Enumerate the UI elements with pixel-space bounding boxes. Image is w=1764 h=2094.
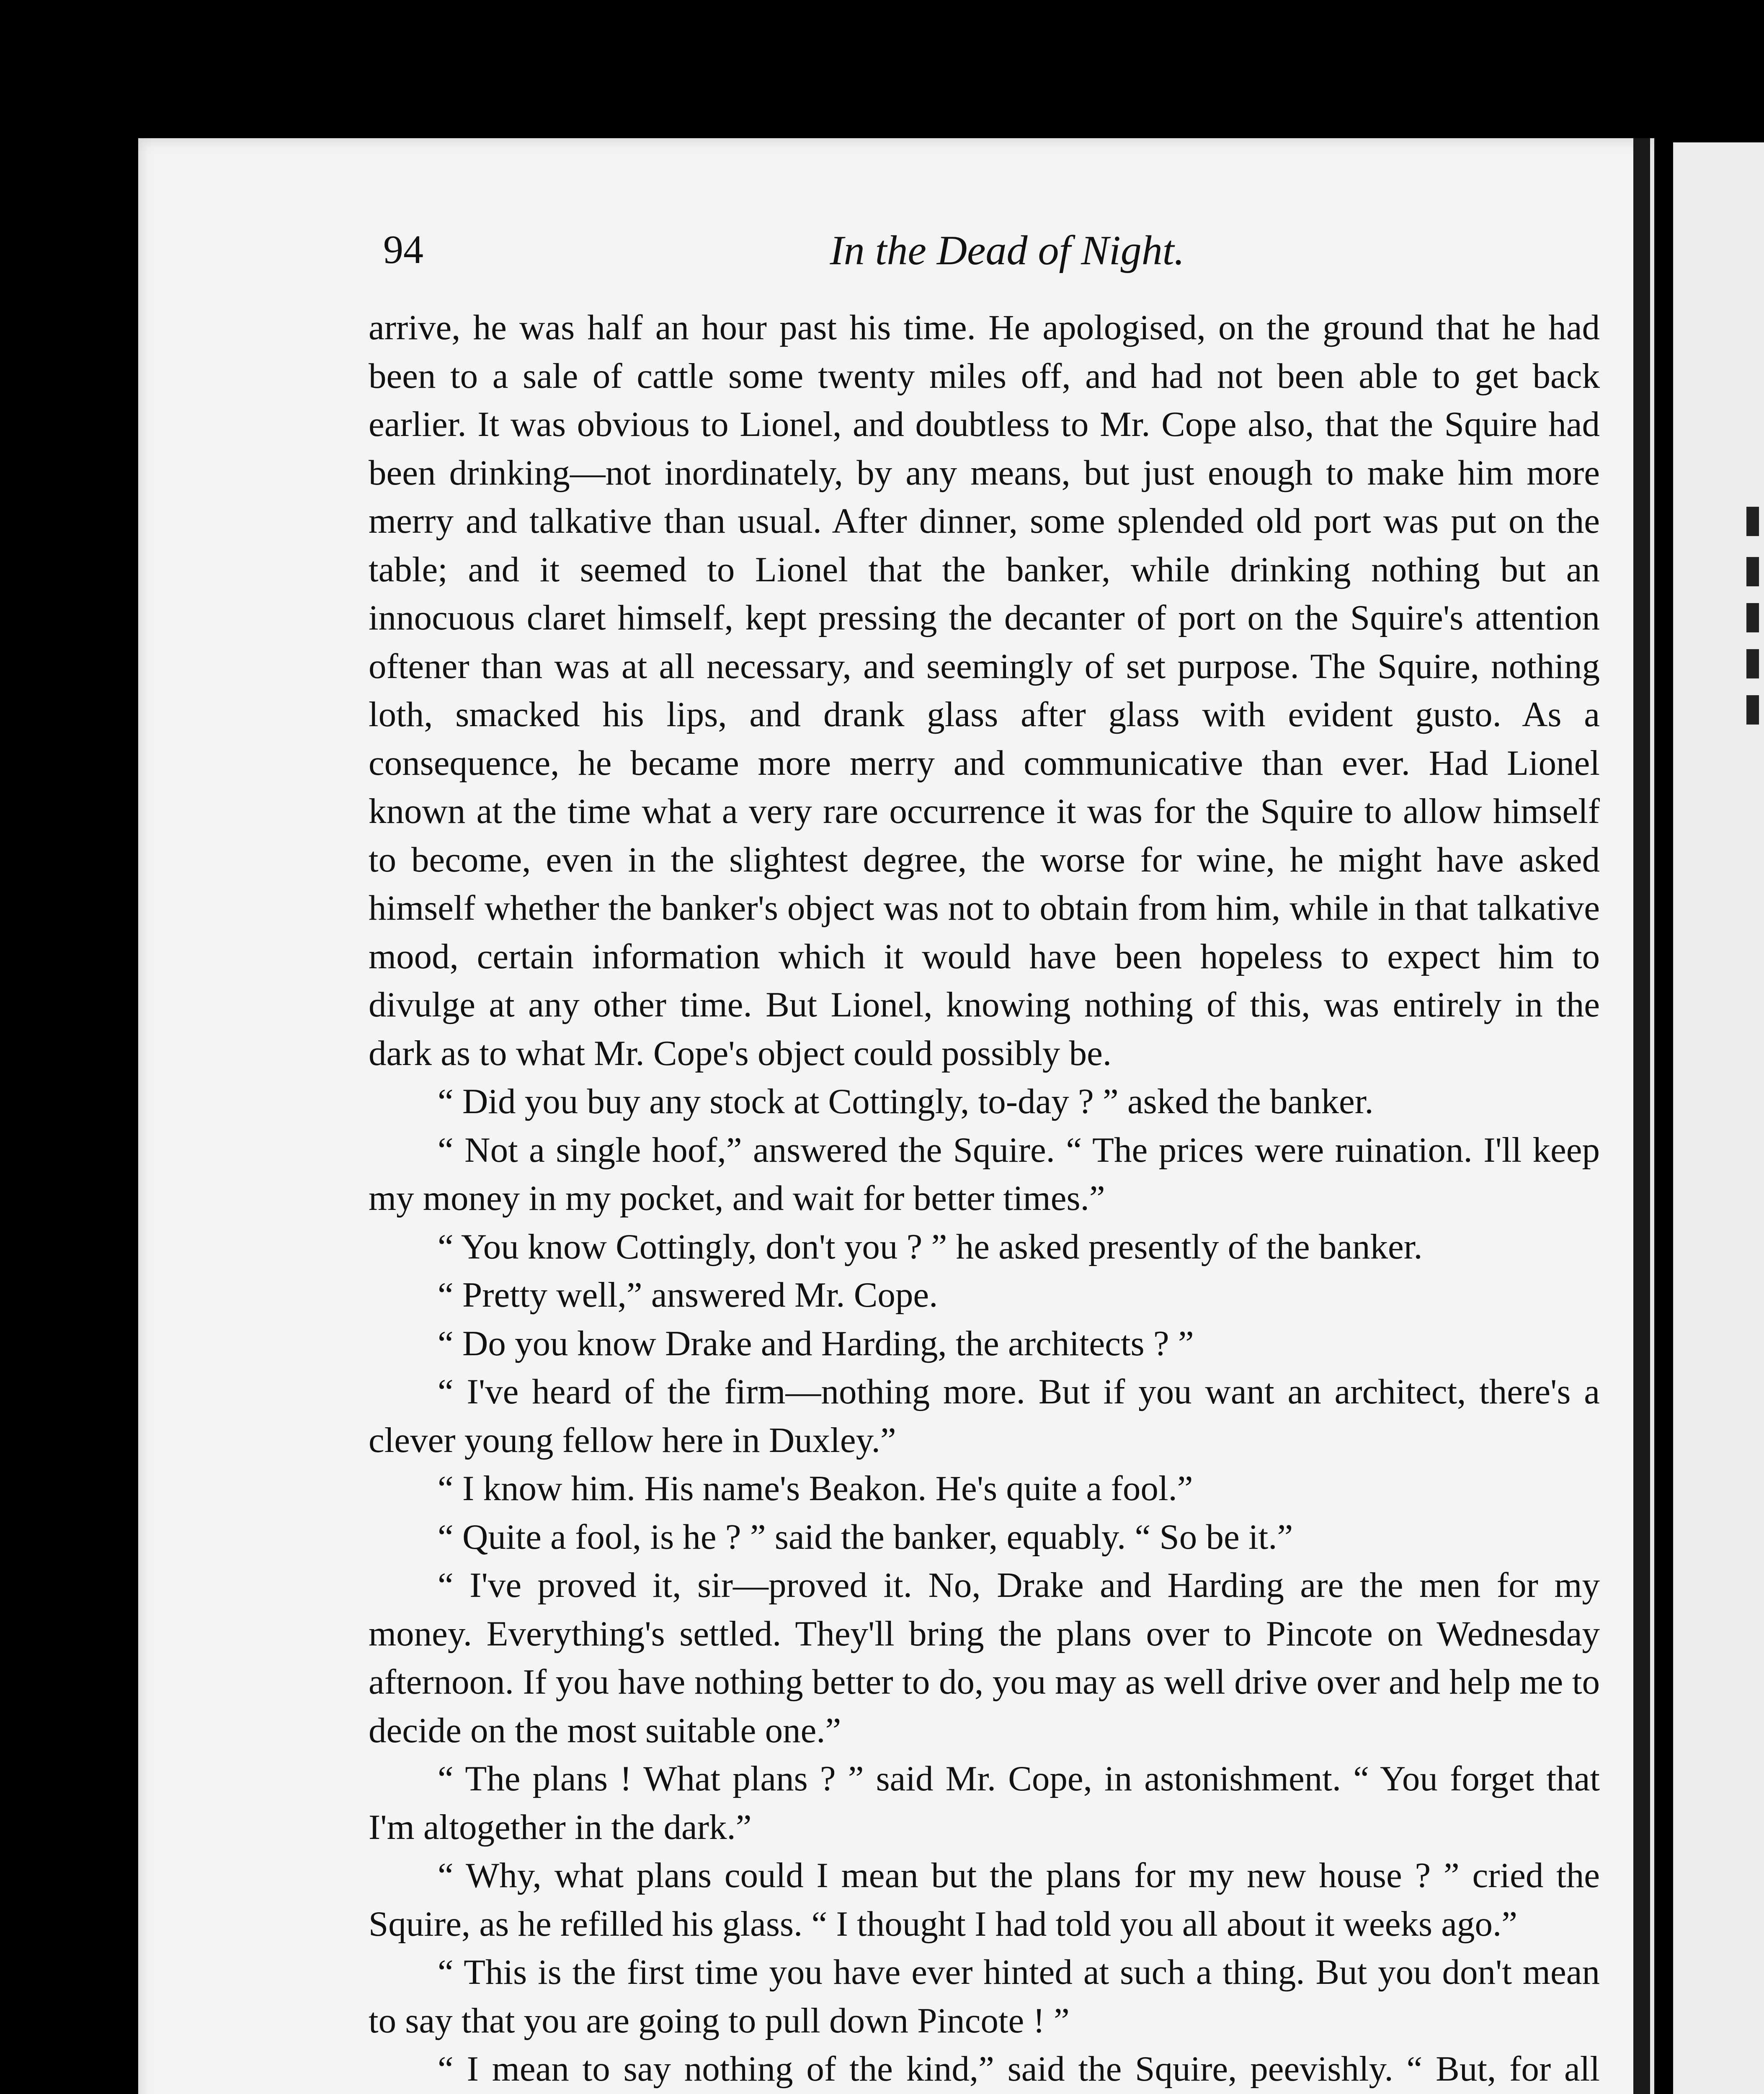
paragraph: “ I mean to say nothing of the kind,” said the Squire, peevishly. “ But, for all (438, 2049, 1600, 2089)
page-gutter-shadow (1633, 138, 1650, 2094)
page-number: 94 (383, 227, 423, 272)
paragraph: “ Quite a fool, is he ? ” said the banker, equably. “ So be it.” (438, 1517, 1293, 1557)
paragraph: “ Pretty well,” answered Mr. Cope. (438, 1275, 938, 1315)
paragraph: “ Not a single hoof,” answered the Squire. “ The prices were ruination. I'll keep my money in my pocket, and wait for better times.” (369, 1130, 1600, 1218)
adjacent-page-ink (1746, 557, 1759, 586)
paragraph: “ I've heard of the firm—nothing more. But if you want an architect, there's a clever young fellow here in Duxley.” (369, 1372, 1600, 1460)
body-text (369, 304, 1600, 2094)
paragraph: “ I know him. His name's Beakon. He's quite a fool.” (438, 1469, 1193, 1508)
paragraph: “ The plans ! What plans ? ” said Mr. Cope, in astonishment. “ You forget that I'm altogether in the dark.” (369, 1759, 1600, 1847)
paragraph: “ Why, what plans could I mean but the plans for my new house ? ” cried the Squire, as he refilled his glass. “ I thought I had told you all about it weeks ago.” (369, 1856, 1600, 1944)
paragraph: “ Do you know Drake and Harding, the architects ? ” (438, 1323, 1194, 1363)
adjacent-page-edge (1673, 142, 1764, 2094)
page-header (383, 226, 1598, 285)
paragraph: “ You know Cottingly, don't you ? ” he asked presently of the banker. (438, 1227, 1423, 1266)
adjacent-page-ink (1746, 507, 1759, 536)
paragraph: “ This is the first time you have ever hinted at such a thing. But you don't mean to say that you are going to pull down Pincote ! ” (369, 1952, 1600, 2040)
paragraph: “ I've proved it, sir—proved it. No, Drake and Harding are the men for my money. Everything's settled. They'll bring the plans over to Pincote on Wednesday afternoon. If you have nothing better to do, you may as well drive over and help me to decide on the most suitable one.” (369, 1565, 1600, 1750)
paragraph: “ Did you buy any stock at Cottingly, to-day ? ” asked the banker. (438, 1082, 1374, 1121)
adjacent-page-ink (1746, 649, 1759, 678)
running-title: In the Dead of Night. (830, 227, 1185, 273)
adjacent-page-ink (1746, 603, 1759, 632)
paragraph: arrive, he was half an hour past his time. He apologised, on the ground that he had been to a sale of cattle some twenty miles off, and had not been able to get back earlier. It was obvious to Lionel, and doubtless to Mr. Cope also, that the Squire had been drinking—not inordinately, by any means, but just enough to make him more merry and talkative than usual. After dinner, some splended old port was put on the table; and it seemed to Lionel that the banker, while drinking nothing but an innocuous claret himself, kept pressing the decanter of port on the Squire's attention oftener than was at all necessary, and seemingly of set purpose. The Squire, nothing loth, smacked his lips, and drank glass after glass with evident gusto. As a consequence, he became more merry and communicative than ever. Had Lionel known at the time what a very rare occurrence it was for the Squire to allow himself to become, even in the slightest degree, the worse for wine, he might have asked himself whether the banker's object was not to obtain from him, while in that talkative mood, certain information which it would have been hopeless to expect him to divulge at any other time. But Lionel, knowing nothing of this, was entirely in the dark as to what Mr. Cope's object could possibly be. (369, 308, 1600, 1073)
adjacent-page-ink (1746, 695, 1759, 725)
